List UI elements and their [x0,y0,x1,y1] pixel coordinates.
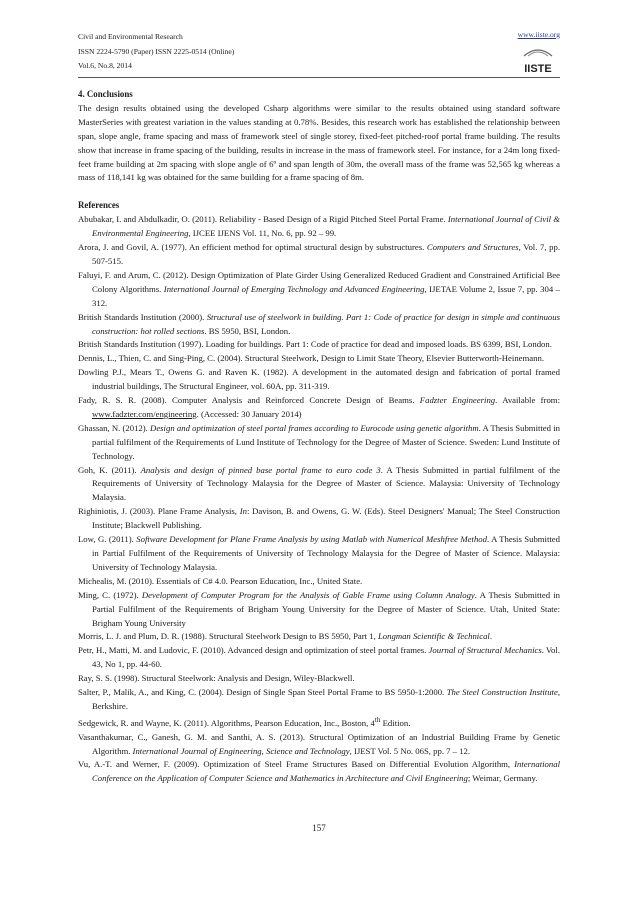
reference-text: , Berkshire. [92,687,560,711]
journal-website-link[interactable]: www.iiste.org [517,30,560,39]
reference-source-title: Computers and Structures [426,242,519,253]
reference-text: . A Thesis Submitted in partial fulfilment of the Requirements of University of Technology Malaysia for the Degree of Master of Science. Malaysia: University of Technology Malaysia. [92,464,560,503]
reference-item [78,644,560,672]
reference-superscript: th [374,715,381,724]
reference-source-title: Fadzter Engineering [419,395,496,406]
reference-text: Edition. [380,717,411,728]
reference-text: Salter, P., Malik, A., and King, C. (2004). Design of Single Span Steel Portal Frame to BS 5950-1:2000. [78,687,447,698]
reference-item [78,714,560,731]
reference-item [78,464,560,506]
reference-text: Arora, J. and Govil, A. (1977). An efficient method for optimal structural design by substructures. [78,242,427,253]
reference-text: British Standards Institution (1997). Loading for buildings. Part 1: Code of practice for dead and imposed loads. BS 6399, BSI, London. [78,339,552,350]
journal-website-block [518,30,560,39]
reference-text: Low, G. (2011). [78,534,137,545]
reference-item [78,672,560,686]
reference-link[interactable]: www.fadzter.com/engineering [92,408,197,419]
issn-line: ISSN 2224-5790 (Paper) ISSN 2225-0514 (Online) [78,46,235,56]
reference-item [78,311,560,339]
reference-text: Fady, R. S. R. (2008). Computer Analysis and Reinforced Concrete Design of Beams. [78,395,420,406]
page-number: 157 [312,823,326,833]
header-rule [78,77,560,78]
reference-item [78,575,560,589]
reference-source-title: The Steel Construction Institute [446,687,558,698]
reference-source-title: Journal of Structural Mechanics [428,645,542,656]
reference-item [78,533,560,575]
reference-source-title: Analysis and design of pinned base portal frame to euro code 3 [140,464,381,475]
reference-text: . Available from: [495,395,560,406]
reference-text: Petr, H., Matti, M. and Ludovic, F. (2010). Advanced design and optimization of steel portal frames. [78,645,429,656]
reference-item [78,338,560,352]
reference-text: Morris, L. J. and Plum, D. R. (1988). Structural Steelwork Design to BS 5950, Part 1, [78,631,378,642]
journal-header [78,30,234,74]
reference-text: Vu, A.-T. and Werner, F. (2009). Optimization of Steel Frame Structures Based on Differential Evolution Algorithm, [78,759,515,770]
journal-name: Civil and Environmental Research [78,32,183,41]
reference-text: , Vol. 7, pp. 507-515. [92,242,560,266]
reference-source-title: International Journal of Engineering, Science and Technology [132,745,350,756]
reference-source-title: Longman Scientific & Technical [377,631,490,642]
reference-item [78,241,560,269]
volume-line: Vol.6, No.8, 2014 [78,61,132,70]
reference-text: . (Accessed: 30 January 2014) [196,408,302,419]
reference-item [78,505,560,533]
reference-source-title: Structural use of steelwork in building. Part 1: Code of practice for design in simple and continuous construction: hot rolled sections [92,311,560,336]
reference-text: Dowling P.J., Mears T., Owens G. and Raven K. (1982). A development in the automated design and fabrication of portal framed industrial buildings, The Structural Engineer, vol. 60A, pp. 311-319. [78,367,560,392]
reference-text: . [489,631,493,642]
reference-text: Righiniotis, J. (2003). Plane Frame Analysis, [78,506,240,517]
reference-text: , IJCEE IJENS Vol. 11, No. 6, pp. 92 – 99. [188,228,337,239]
reference-source-title: International Journal of Emerging Technology and Advanced Engineering [163,283,425,294]
conclusions-paragraph: The design results obtained using the developed Csharp algorithms were similar to the results obtained using standard software MasterSeries with greatest variation in the values standing at 0.78%. Besides, this research work has established the relationship between span, slope angle, frame spacing and mass of framework steel of single storey, fixed-feet pitched-roof portal frame building. The results show that increase in frame spacing of the building, results in increase in the mass of framework steel. For instance, for a 24m long fixed-feet frame building at 2m spacing with slope angle of 6º and span length of 30m, the overall mass of the frame was 52,565 kg whereas a mass of 118,141 kg was obtained for the same building for a frame spacing of 8m. [78,102,560,183]
reference-item [78,422,560,464]
iiste-logo [518,42,558,78]
reference-source-title: International Conference on the Application of Computer Science and Mathematics in Architecture and Civil Engineering [92,759,560,784]
reference-item [78,686,560,714]
reference-item [78,269,560,311]
reference-text: Vasanthakumar, C., Ganesh, G. M. and Santhi, A. S. (2013). Structural Optimization of an Industrial Building Frame by Genetic Algorithm. [78,731,560,756]
reference-text: Dennis, L., Thien, C. and Sing-Ping, C. (2004). Structural Steelwork, Design to Limit State Theory, Elsevier Butterworth-Heinemann. [78,353,544,364]
reference-text: , IJEST Vol. 5 No. 06S, pp. 7 – 12. [349,745,471,756]
logo-text: IISTE [524,63,552,75]
reference-text: Abubakar, I. and Abdulkadir, O. (2011). Reliability - Based Design of a Rigid Pitched Steel Portal Frame. [78,214,448,225]
reference-text: Ray, S. S. (1998). Structural Steelwork: Analysis and Design, Wiley-Blackwell. [78,673,355,684]
reference-item [78,731,560,759]
reference-source-title: In [239,506,247,517]
reference-text: . A Thesis Submitted in Partial Fulfilment of the Requirements of University of Technology Malaysia for the Degree of Master of Science. Malaysia: University of Technology Malaysia. [92,534,560,572]
reference-item [78,589,560,631]
reference-text: Sedgewick, R. and Wayne, K. (2011). Algorithms, Pearson Education, Inc., Boston, 4 [78,717,375,728]
reference-source-title: Development of Computer Program for the Analysis of Gable Frame using Column Analogy [141,589,475,600]
reference-item [78,366,560,394]
reference-source-title: Software Development for Plane Frame Analysis by using Matlab with Numerical Meshfree Method [136,534,487,545]
reference-text: . A Thesis Submitted in partial fulfilment of the Requirements of Lund Institute of Technology for the Degree of Master of Science. Sweden: Lund Institute of Technology. [92,422,560,461]
reference-item [78,352,560,366]
reference-text: Ghassan, N. (2012). [78,422,151,433]
reference-item [78,394,560,422]
reference-text: . Vol. 43, No 1, pp. 44-60. [92,645,560,670]
reference-item [78,630,560,644]
reference-text: Michealis, M. (2010). Essentials of C# 4.0. Pearson Education, Inc., United State. [78,575,363,586]
reference-text: : Davison, B. and Owens, G. W. (Eds). Steel Designers' Manual; The Steel Construction Institute; Blackwell Publishing. [92,506,560,531]
reference-text: Faluyi, F. and Arum, C. (2012). Design Optimization of Plate Girder Using Generalized Reduced Gradient and Constrained Artificial Bee Colony Algorithms. [78,269,560,294]
reference-item [78,758,560,786]
reference-text: British Standards Institution (2000). [78,311,207,322]
reference-text: . A Thesis Submitted in Partial Fulfilment of the Requirements of Brigham Young University for the Degree of Master of Science. Utah, United State: Brigham Young University [92,589,560,628]
reference-source-title: International Journal of Civil & Environmental Engineering [92,214,561,239]
reference-text: ; Weimar, Germany. [467,773,538,784]
reference-text: Ming, C. (1972). [78,589,142,600]
reference-text: , IJETAE Volume 2, Issue 7, pp. 304 – 312. [92,283,560,308]
references-heading: References [78,200,120,211]
conclusions-heading: 4. Conclusions [78,89,133,99]
reference-text: . BS 5950, BSI, London. [204,325,291,336]
reference-text: Goh, K. (2011). [78,464,141,475]
reference-list [78,213,560,786]
reference-item [78,213,560,241]
reference-source-title: Design and optimization of steel portal frames according to Eurocode using genetic algorithm [150,422,479,433]
page-content [78,88,560,786]
